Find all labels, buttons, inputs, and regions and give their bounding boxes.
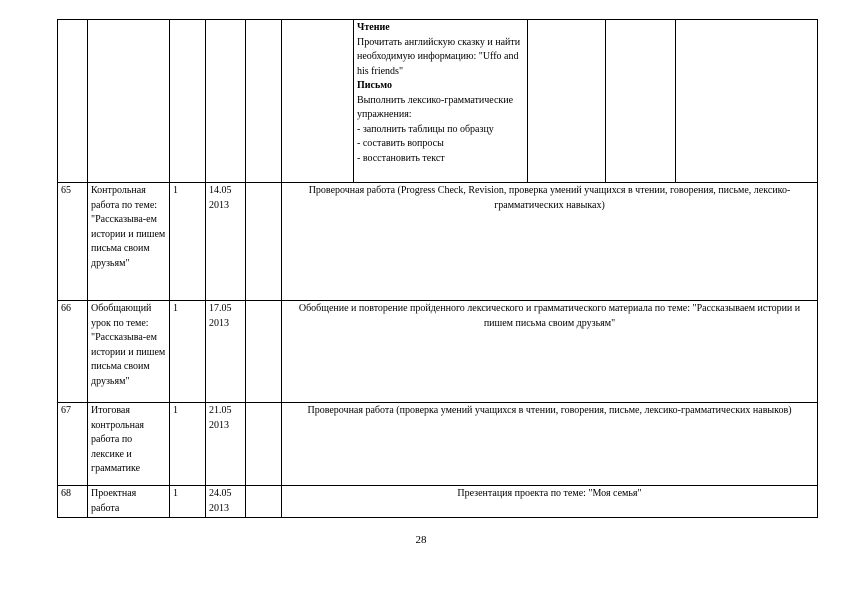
writing-task: Выполнить лексико-грамматические упражнения:	[357, 94, 514, 120]
cell-empty	[246, 403, 282, 486]
lesson-hours: 1	[170, 486, 206, 518]
cell-empty	[246, 20, 282, 183]
cell-empty	[246, 486, 282, 518]
lesson-topic: Итоговая контрольная работа по лексике и грамматике	[88, 403, 170, 486]
lesson-hours: 1	[170, 403, 206, 486]
lesson-number: 68	[58, 486, 88, 518]
reading-heading: Чтение	[357, 22, 390, 33]
cell-empty	[170, 20, 206, 183]
lesson-topic: Проектная работа	[88, 486, 170, 518]
lesson-plan-table	[57, 19, 818, 518]
cell-empty	[528, 20, 606, 183]
lesson-number: 67	[58, 403, 88, 486]
lesson-date: 17.05 2013	[206, 301, 246, 403]
reading-task: Прочитать английскую сказку и найти необходимую информацию: "Uffo and his friends"	[357, 36, 521, 77]
cell-empty	[282, 20, 354, 183]
lesson-number: 66	[58, 301, 88, 403]
writing-item: - составить вопросы	[357, 138, 444, 149]
cell-empty	[676, 20, 818, 183]
cell-empty	[246, 183, 282, 301]
lesson-content: Проверочная работа (Progress Check, Revision, проверка умений учащихся в чтении, говорения, письме, лексико-грамматических навыках)	[282, 183, 818, 301]
lesson-date: 24.05 2013	[206, 486, 246, 518]
table-row	[58, 403, 818, 486]
table-row	[58, 183, 818, 301]
lesson-content: Обобщение и повторение пройденного лексического и грамматического материала по теме: "Рассказываем истории и пишем письма своим друзьям"	[282, 301, 818, 403]
cell-empty	[246, 301, 282, 403]
lesson-hours: 1	[170, 301, 206, 403]
writing-heading: Письмо	[357, 80, 392, 91]
table-row	[58, 486, 818, 518]
lesson-content: Презентация проекта по теме: "Моя семья"	[282, 486, 818, 518]
writing-item: - заполнить таблицы по образцу	[357, 123, 494, 135]
lesson-hours: 1	[170, 183, 206, 301]
cell-empty	[58, 20, 88, 183]
cell-empty	[606, 20, 676, 183]
lesson-content: Проверочная работа (проверка умений учащихся в чтении, говорения, письме, лексико-грамматических навыков)	[282, 403, 818, 486]
cell-empty	[88, 20, 170, 183]
table-row-continued	[58, 20, 818, 183]
lesson-number: 65	[58, 183, 88, 301]
page-number: 28	[415, 534, 427, 546]
lesson-date: 14.05 2013	[206, 183, 246, 301]
cell-empty	[206, 20, 246, 183]
activities-cell	[354, 20, 528, 183]
lesson-topic: Обобщающий урок по теме: "Рассказыва-ем истории и пишем письма своим друзьям"	[88, 301, 170, 403]
lesson-date: 21.05 2013	[206, 403, 246, 486]
table-row	[58, 301, 818, 403]
writing-item: - восстановить текст	[357, 152, 445, 164]
lesson-topic: Контрольная работа по теме: "Рассказыва-ем истории и пишем письма своим друзьям"	[88, 183, 170, 301]
